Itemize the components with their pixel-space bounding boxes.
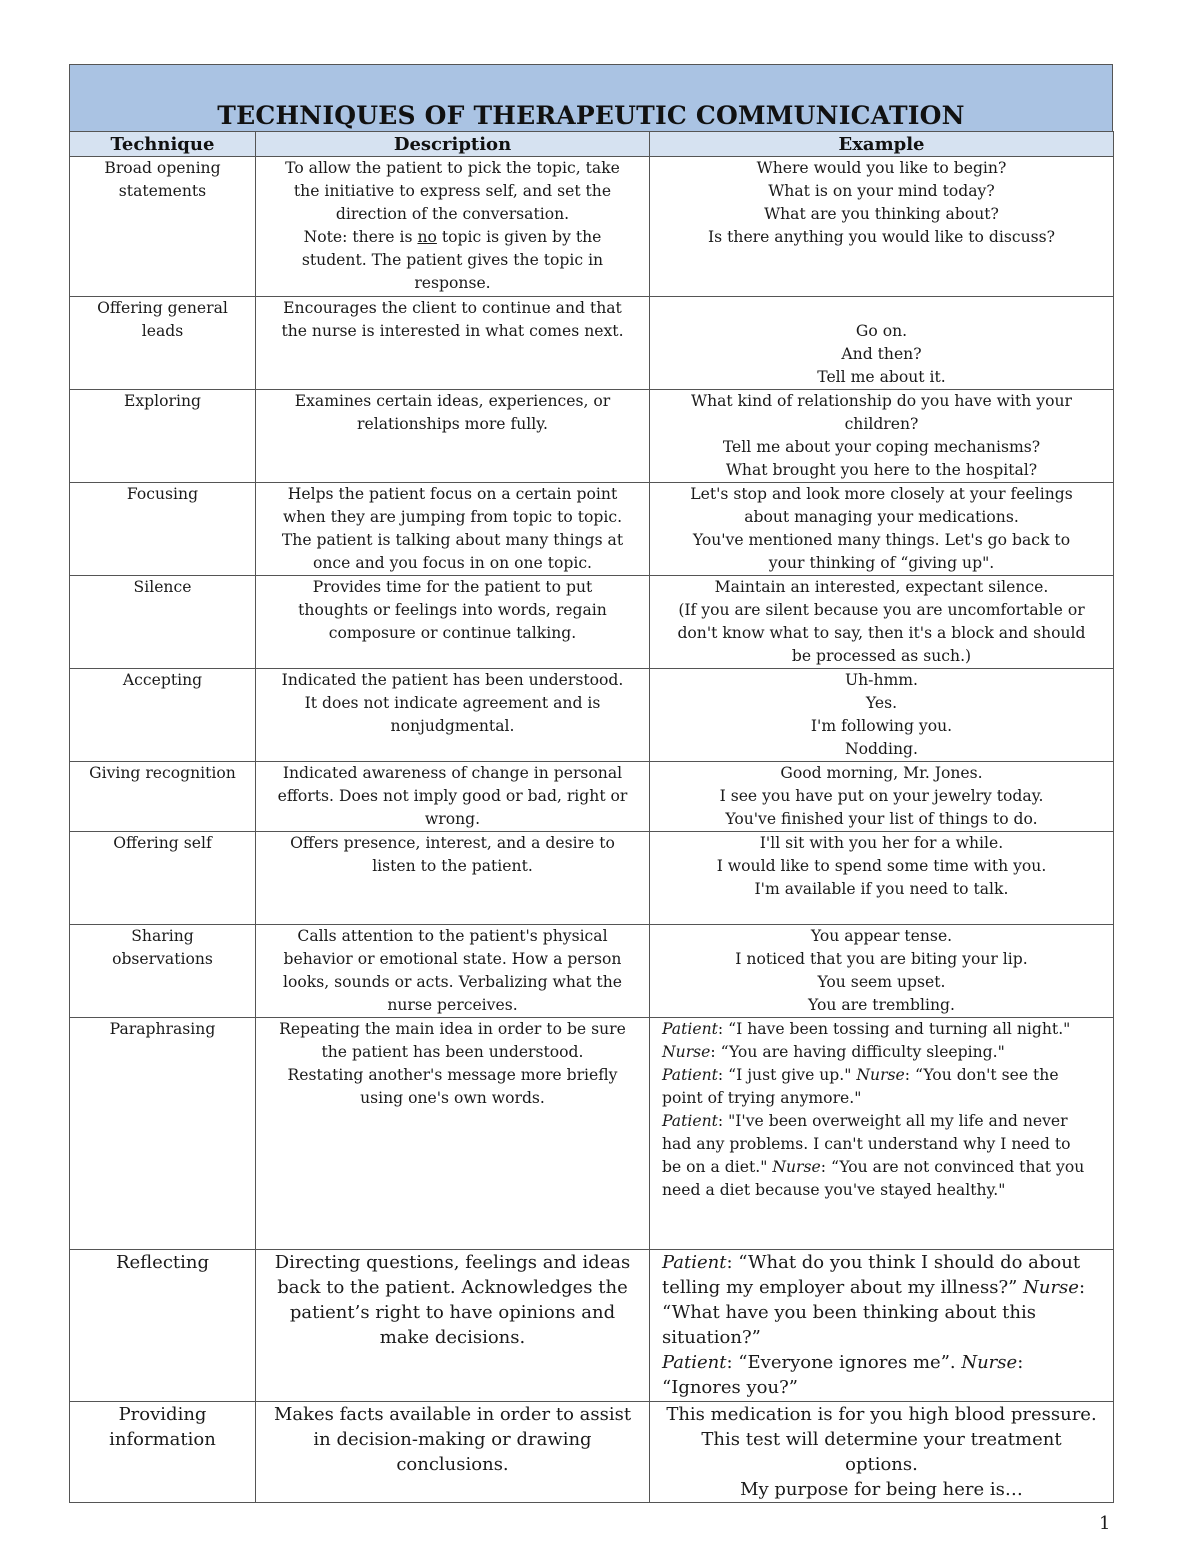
cell-line: And then? [841, 345, 922, 363]
cell-line: Reflecting [115, 1252, 210, 1273]
cell-line [662, 1041, 1105, 1064]
dialogue-text: be on a diet." [662, 1158, 773, 1176]
cell-line: relationships more fully. [357, 415, 548, 433]
cell-line: You are trembling. [808, 996, 955, 1014]
dialogue-text: “What have you been thinking about this [662, 1302, 1036, 1323]
table-row [70, 669, 1114, 762]
cell-line [662, 1018, 1105, 1041]
cell-line: statements [118, 182, 207, 200]
cell-line [662, 1156, 1105, 1179]
speaker-label: Patient [662, 1066, 718, 1084]
speaker-label: Patient [662, 1020, 718, 1038]
cell-line: Repeating the main idea in order to be sure [279, 1020, 626, 1038]
cell-line: Providing [118, 1404, 207, 1425]
speaker-label: Nurse [662, 1043, 711, 1061]
cell-line: Tell me about your coping mechanisms? [722, 438, 1041, 456]
technique-cell [70, 576, 256, 669]
cell-line: Provides time for the patient to put [312, 578, 593, 596]
cell-line: Offers presence, interest, and a desire to [290, 834, 615, 852]
table-row [70, 1402, 1114, 1503]
table-row [70, 483, 1114, 576]
cell-line: Yes. [865, 694, 898, 712]
cell-line: direction of the conversation. [335, 205, 570, 223]
speaker-label: Patient [662, 1112, 718, 1130]
cell-line: Accepting [122, 671, 203, 689]
cell-line: You've finished your list of things to do. [725, 810, 1038, 828]
dialogue-text: need a diet because you've stayed healthy." [662, 1181, 1006, 1199]
description-cell [256, 157, 650, 297]
header-row [70, 132, 1114, 157]
description-cell [256, 832, 650, 925]
technique-cell [70, 925, 256, 1018]
dialogue-text: : "I've been overweight all my life and never [717, 1112, 1068, 1130]
table-row [70, 157, 1114, 297]
cell-line: using one's own words. [360, 1089, 545, 1107]
cell-line [662, 1350, 1105, 1375]
cell-line: I'm following you. [810, 717, 953, 735]
technique-cell [70, 157, 256, 297]
cell-line: You seem upset. [817, 973, 946, 991]
speaker-label: Nurse [961, 1352, 1018, 1373]
cell-line: observations [112, 950, 213, 968]
cell-line: I'm available if you need to talk. [754, 880, 1009, 898]
cell-line: conclusions. [396, 1454, 509, 1475]
example-cell [650, 925, 1114, 1018]
cell-line: about managing your medications. [744, 508, 1019, 526]
description-cell [256, 1402, 650, 1503]
cell-line: response. [414, 274, 491, 292]
technique-cell [70, 1018, 256, 1250]
cell-line: nonjudgmental. [390, 717, 515, 735]
description-cell [256, 576, 650, 669]
dialogue-text: : “What do you think I should do about [726, 1252, 1081, 1273]
cell-line: wrong. [424, 810, 481, 828]
cell-line: The patient is talking about many things at [281, 531, 624, 549]
example-cell [650, 669, 1114, 762]
description-cell [256, 483, 650, 576]
cell-line: What kind of relationship do you have with your [691, 392, 1072, 410]
cell-line: composure or continue talking. [328, 624, 577, 642]
cell-line: Tell me about it. [817, 368, 946, 386]
document-sheet [69, 64, 1113, 1503]
cell-line: Indicated awareness of change in personal [282, 764, 623, 782]
cell-line: don't know what to say, then it's a block and should [677, 624, 1086, 642]
cell-line: What are you thinking about? [764, 205, 999, 223]
techniques-table [69, 131, 1114, 1503]
cell-line [662, 1133, 1105, 1156]
cell-line [662, 1375, 1105, 1400]
table-row [70, 1250, 1114, 1402]
cell-line: It does not indicate agreement and is [304, 694, 601, 712]
cell-line [662, 1064, 1105, 1087]
cell-line: To allow the patient to pick the topic, take [285, 159, 620, 177]
technique-cell [70, 1250, 256, 1402]
technique-cell [70, 390, 256, 483]
cell-line: the patient has been understood. [321, 1043, 584, 1061]
cell-line: I'll sit with you her for a while. [759, 834, 1004, 852]
speaker-label: Patient [662, 1352, 727, 1373]
cell-line: This test will determine your treatment [701, 1429, 1062, 1450]
cell-line: Silence [133, 578, 192, 596]
cell-line: Giving recognition [89, 764, 236, 782]
cell-line: listen to the patient. [372, 857, 533, 875]
cell-line: Broad opening [104, 159, 221, 177]
example-cell [650, 1250, 1114, 1402]
table-row [70, 925, 1114, 1018]
technique-cell [70, 483, 256, 576]
cell-line: Indicated the patient has been understood. [281, 671, 624, 689]
cell-line [662, 1110, 1105, 1133]
cell-line: Maintain an interested, expectant silence. [714, 578, 1049, 596]
speaker-label: Nurse [856, 1066, 905, 1084]
cell-line: patient’s right to have opinions and [289, 1302, 616, 1323]
cell-line: Let's stop and look more closely at your feelings [690, 485, 1073, 503]
example-cell [650, 483, 1114, 576]
cell-line [662, 1325, 1105, 1350]
example-cell [650, 157, 1114, 297]
speaker-label: Patient [662, 1252, 727, 1273]
cell-line [662, 1179, 1105, 1202]
cell-line: Makes facts available in order to assist [273, 1404, 632, 1425]
dialogue-text: : “I have been tossing and turning all night." [717, 1020, 1071, 1038]
cell-line: I noticed that you are biting your lip. [735, 950, 1028, 968]
dialogue-text: point of trying anymore." [662, 1089, 862, 1107]
cell-line: looks, sounds or acts. Verbalizing what the [283, 973, 622, 991]
table-body [70, 157, 1114, 1503]
cell-line: Focusing [126, 485, 199, 503]
cell-line: You've mentioned many things. Let's go back to [692, 531, 1071, 549]
technique-cell [70, 669, 256, 762]
cell-line: the initiative to express self, and set the [293, 182, 612, 200]
speaker-label: Nurse [1023, 1277, 1079, 1298]
cell-line: when they are jumping from topic to topic. [282, 508, 623, 526]
cell-line: information [109, 1429, 216, 1450]
cell-line: children? [844, 415, 919, 433]
cell-line: What is on your mind today? [768, 182, 995, 200]
page-number: 1 [1099, 1513, 1111, 1534]
description-cell [256, 297, 650, 390]
dialogue-text: : [1078, 1277, 1086, 1298]
dialogue-text: had any problems. I can't understand why I need to [662, 1135, 1071, 1153]
cell-line: back to the patient. Acknowledges the [277, 1277, 628, 1298]
example-cell [650, 390, 1114, 483]
description-cell [256, 669, 650, 762]
example-cell [650, 762, 1114, 832]
description-cell [256, 1018, 650, 1250]
cell-line: Note: there is no topic is given by the [303, 228, 602, 246]
table-row [70, 762, 1114, 832]
cell-line: Calls attention to the patient's physical [297, 927, 608, 945]
header-description: Description [256, 132, 650, 157]
cell-line: Offering self [113, 834, 212, 852]
description-cell [256, 925, 650, 1018]
description-cell [256, 1250, 650, 1402]
dialogue-text: “Ignores you?” [662, 1377, 798, 1398]
cell-line: make decisions. [379, 1327, 526, 1348]
cell-line: My purpose for being here is… [740, 1479, 1023, 1500]
cell-line: This medication is for you high blood pressure. [666, 1404, 1097, 1425]
cell-line [658, 297, 1105, 320]
cell-line: I see you have put on your jewelry today. [719, 787, 1044, 805]
cell-line: Offering general [97, 299, 228, 317]
cell-line [662, 1087, 1105, 1110]
cell-line: once and you focus in on one topic. [312, 554, 593, 572]
cell-line: Good morning, Mr. Jones. [780, 764, 983, 782]
cell-line: Where would you like to begin? [756, 159, 1007, 177]
cell-line [662, 1275, 1105, 1300]
technique-cell [70, 297, 256, 390]
table-row [70, 576, 1114, 669]
dialogue-text: : “I just give up." [717, 1066, 857, 1084]
technique-cell [70, 1402, 256, 1503]
dialogue-text: : “You are having difficulty sleeping." [710, 1043, 1005, 1061]
cell-line [662, 1250, 1105, 1275]
cell-line: Helps the patient focus on a certain point [287, 485, 618, 503]
dialogue-text: telling my employer about my illness?” [662, 1277, 1024, 1298]
cell-line: Restating another's message more briefly [287, 1066, 618, 1084]
table-row [70, 832, 1114, 925]
dialogue-text: : “You are not convinced that you [820, 1158, 1085, 1176]
cell-line: thoughts or feelings into words, regain [298, 601, 607, 619]
cell-line: leads [141, 322, 184, 340]
cell-line: Uh-hmm. [844, 671, 919, 689]
example-cell [650, 576, 1114, 669]
cell-line: Sharing [131, 927, 194, 945]
cell-line: nurse perceives. [387, 996, 518, 1014]
example-cell [650, 297, 1114, 390]
example-cell [650, 1018, 1114, 1250]
cell-line: behavior or emotional state. How a person [283, 950, 622, 968]
cell-line: Exploring [123, 392, 201, 410]
cell-line: Directing questions, feelings and ideas [274, 1252, 631, 1273]
cell-line: What brought you here to the hospital? [725, 461, 1038, 479]
dialogue-text: situation?” [662, 1327, 761, 1348]
cell-line: student. The patient gives the topic in [301, 251, 604, 269]
title-band [69, 64, 1113, 131]
description-cell [256, 762, 650, 832]
cell-line: Encourages the client to continue and that [283, 299, 622, 317]
technique-cell [70, 762, 256, 832]
cell-line: in decision-making or drawing [313, 1429, 592, 1450]
document-title: TECHNIQUES OF THERAPEUTIC COMMUNICATION [217, 101, 965, 130]
description-cell [256, 390, 650, 483]
cell-line: the nurse is interested in what comes next. [281, 322, 624, 340]
cell-line: (If you are silent because you are uncomfortable or [678, 601, 1085, 619]
cell-line: Go on. [855, 322, 908, 340]
speaker-label: Nurse [772, 1158, 821, 1176]
technique-cell [70, 832, 256, 925]
dialogue-text: : “Everyone ignores me”. [726, 1352, 962, 1373]
emphasis: no [417, 228, 437, 246]
dialogue-text: : “You don't see the [904, 1066, 1059, 1084]
cell-line: efforts. Does not imply good or bad, right or [277, 787, 628, 805]
cell-line: I would like to spend some time with you. [716, 857, 1047, 875]
table-row [70, 390, 1114, 483]
example-cell [650, 1402, 1114, 1503]
cell-line: your thinking of “giving up". [768, 554, 995, 572]
dialogue-text: : [1017, 1352, 1024, 1373]
header-technique: Technique [70, 132, 256, 157]
table-row [70, 297, 1114, 390]
cell-line: options. [845, 1454, 918, 1475]
example-cell [650, 832, 1114, 925]
cell-line [662, 1300, 1105, 1325]
cell-line: be processed as such.) [791, 647, 972, 665]
cell-line: Examines certain ideas, experiences, or [294, 392, 611, 410]
cell-line: Is there anything you would like to discuss? [708, 228, 1055, 246]
cell-line: Paraphrasing [109, 1020, 216, 1038]
cell-line: Nodding. [845, 740, 918, 758]
cell-line: You appear tense. [810, 927, 953, 945]
header-example: Example [650, 132, 1114, 157]
table-row [70, 1018, 1114, 1250]
